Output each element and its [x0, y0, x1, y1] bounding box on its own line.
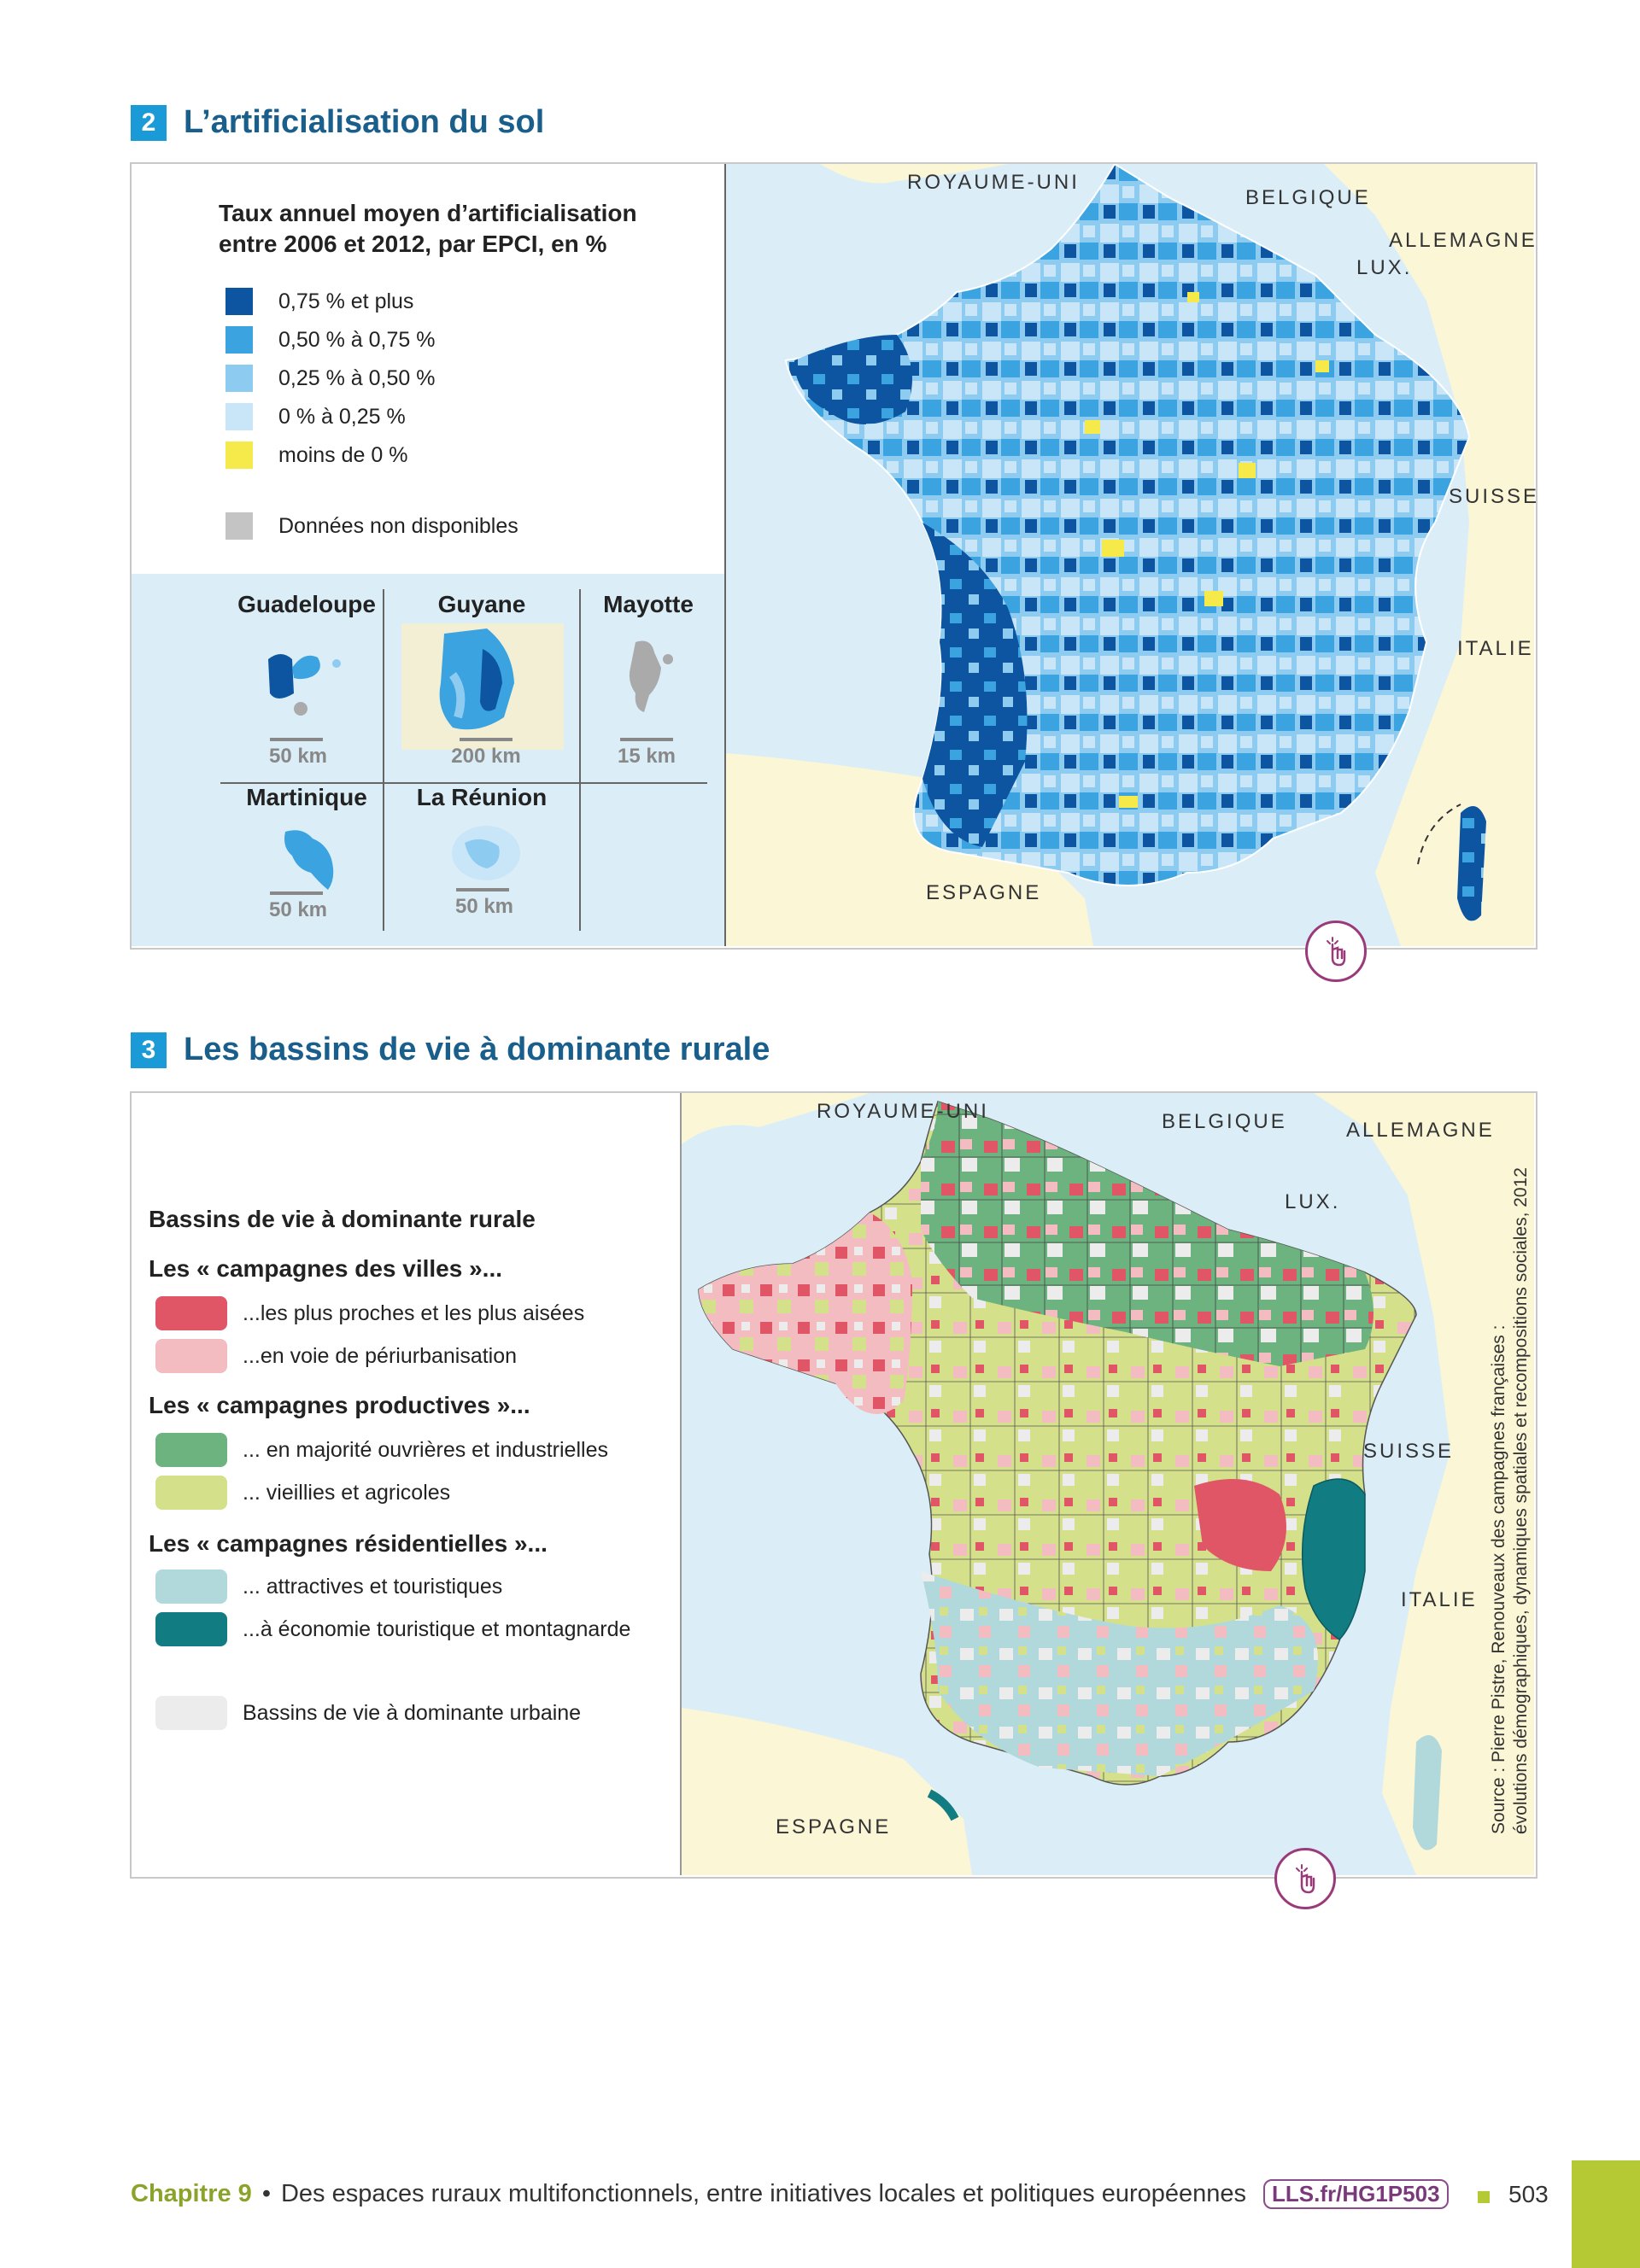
legend3-title: Bassins de vie à dominante rurale: [149, 1206, 536, 1232]
legend2-swatch: [226, 403, 253, 430]
legend3-urban-label: Bassins de vie à dominante urbaine: [243, 1700, 582, 1725]
source-note: [1488, 1167, 1532, 1834]
legend3-label: ... en majorité ouvrières et industrielles: [243, 1437, 608, 1462]
hand-touch-icon: [1319, 934, 1353, 968]
inset-reunion-scale: 50 km: [454, 895, 514, 918]
section3-frame: [130, 1091, 1538, 1879]
legend3-swatch: [155, 1339, 227, 1373]
legend2-label: 0,75 % et plus: [278, 289, 414, 313]
guyane-map: [401, 623, 564, 750]
map2-label-switzerland: SUISSE: [1449, 485, 1540, 508]
inset-martinique-scale: 50 km: [268, 898, 328, 921]
section3-title: Les bassins de vie à dominante rurale: [184, 1032, 770, 1067]
inset-reunion-name: La Réunion: [416, 784, 548, 810]
guadeloupe-map: [251, 634, 371, 728]
section2-title: L’artificialisation du sol: [184, 104, 545, 140]
map3-label-germany: ALLEMAGNE: [1346, 1119, 1495, 1142]
legend2-swatch: [226, 288, 253, 315]
legend2-label: 0,50 % à 0,75 %: [278, 327, 436, 352]
map2-label-spain: ESPAGNE: [926, 881, 1042, 904]
legend2-title-line2: entre 2006 et 2012, par EPCI, en %: [219, 231, 607, 257]
section2-legend: [132, 164, 724, 574]
map3-label-lux: LUX.: [1285, 1190, 1341, 1213]
legend3-swatch: [155, 1476, 227, 1510]
legend2-na-label: Données non disponibles: [278, 513, 518, 538]
legend2-item: [226, 403, 406, 430]
footer-title: Des espaces ruraux multifonctionnels, entre initiatives locales et politiques européennes: [280, 2180, 1247, 2207]
map3-label-belgium: BELGIQUE: [1162, 1110, 1287, 1133]
rural-basins-map: [682, 1093, 1534, 1875]
legend3-group-heading: Les « campagnes des villes »...: [149, 1255, 502, 1282]
map3-label-switzerland: SUISSE: [1363, 1440, 1455, 1463]
legend3-item: [155, 1339, 517, 1373]
source-line2: évolutions démographiques, dynamiques spatiales et recompositions sociales, 2012: [1511, 1167, 1531, 1834]
legend2-swatch: [226, 365, 253, 392]
legend3-label: ... attractives et touristiques: [243, 1574, 503, 1599]
interactive-map-button[interactable]: [1305, 921, 1367, 982]
legend3-item: [155, 1569, 502, 1604]
map3-label-uk: ROYAUME-UNI: [817, 1100, 989, 1123]
legend3-swatch: [155, 1296, 227, 1330]
inset-mayotte-name: Mayotte: [603, 591, 694, 617]
legend2-label: moins de 0 %: [278, 442, 408, 467]
inset-guyane-scale: 200 km: [451, 745, 521, 768]
legend2-swatch: [226, 326, 253, 354]
legend2-na: [226, 512, 518, 540]
hand-touch-icon: [1288, 1862, 1322, 1896]
legend2-swatch: [226, 441, 253, 469]
section3-legend: [132, 1093, 680, 1875]
inset-mayotte-scale: 15 km: [617, 745, 676, 768]
footer-separator: •: [261, 2180, 271, 2207]
legend3-item: [155, 1476, 450, 1510]
legend3-label: ... vieillies et agricoles: [243, 1480, 451, 1505]
legend3-label: ...les plus proches et les plus aisées: [243, 1301, 585, 1325]
legend3-swatch: [155, 1433, 227, 1467]
legend3-item: [155, 1296, 584, 1330]
footer-link[interactable]: LLS.fr/HG1P503: [1263, 2179, 1449, 2209]
footer-square-icon: [1478, 2191, 1490, 2203]
map3-label-italy: ITALIE: [1401, 1588, 1478, 1611]
map3-label-spain: ESPAGNE: [776, 1815, 892, 1838]
reunion-map: [439, 817, 533, 894]
legend2-label: 0,25 % à 0,50 %: [278, 365, 436, 390]
legend3-swatch-urban: [155, 1696, 227, 1730]
overseas-insets: [132, 574, 724, 946]
map2-label-italy: ITALIE: [1457, 637, 1534, 660]
legend3-label: ...en voie de périurbanisation: [243, 1343, 518, 1368]
inset-guyane-name: Guyane: [437, 591, 526, 617]
legend3-label: ...à économie touristique et montagnarde: [243, 1616, 631, 1641]
legend3-swatch: [155, 1612, 227, 1646]
legend3-urban: [155, 1696, 581, 1730]
section2-number: 2: [131, 105, 167, 141]
map2-label-lux: LUX.: [1356, 256, 1413, 279]
legend2-item: [226, 365, 435, 392]
footer-color-tab: [1572, 2160, 1640, 2268]
inset-guadeloupe-name: Guadeloupe: [237, 591, 376, 617]
page-footer: [131, 2179, 1449, 2209]
legend3-item: [155, 1433, 608, 1467]
legend3-swatch: [155, 1569, 227, 1604]
legend2-item: [226, 441, 407, 469]
page-number: 503: [1508, 2181, 1549, 2207]
section3-number: 3: [131, 1032, 167, 1068]
interactive-map-button[interactable]: [1274, 1848, 1336, 1909]
section2-heading: [131, 104, 544, 141]
legend3-item: [155, 1612, 630, 1646]
section2-frame: [130, 162, 1538, 950]
footer-chapter: Chapitre 9: [131, 2180, 252, 2207]
legend2-item: [226, 326, 435, 354]
map2-label-uk: ROYAUME-UNI: [907, 171, 1080, 194]
inset-martinique-name: Martinique: [246, 784, 367, 810]
legend3-group-heading: Les « campagnes résidentielles »...: [149, 1530, 548, 1557]
legend2-title-line1: Taux annuel moyen d’artificialisation: [219, 200, 637, 226]
inset-guadeloupe-scale: 50 km: [268, 745, 328, 768]
artificialisation-map: [726, 164, 1534, 946]
map2-label-belgium: BELGIQUE: [1245, 186, 1371, 209]
legend2-item: [226, 288, 413, 315]
legend2-swatch-na: [226, 512, 253, 540]
source-line1: Source : Pierre Pistre, Renouveaux des campagnes françaises :: [1489, 1324, 1508, 1834]
mayotte-map: [610, 634, 687, 728]
legend2-label: 0 % à 0,25 %: [278, 404, 406, 429]
map2-label-germany: ALLEMAGNE: [1389, 229, 1538, 252]
legend3-group-heading: Les « campagnes productives »...: [149, 1392, 530, 1418]
section3-heading: [131, 1032, 770, 1068]
